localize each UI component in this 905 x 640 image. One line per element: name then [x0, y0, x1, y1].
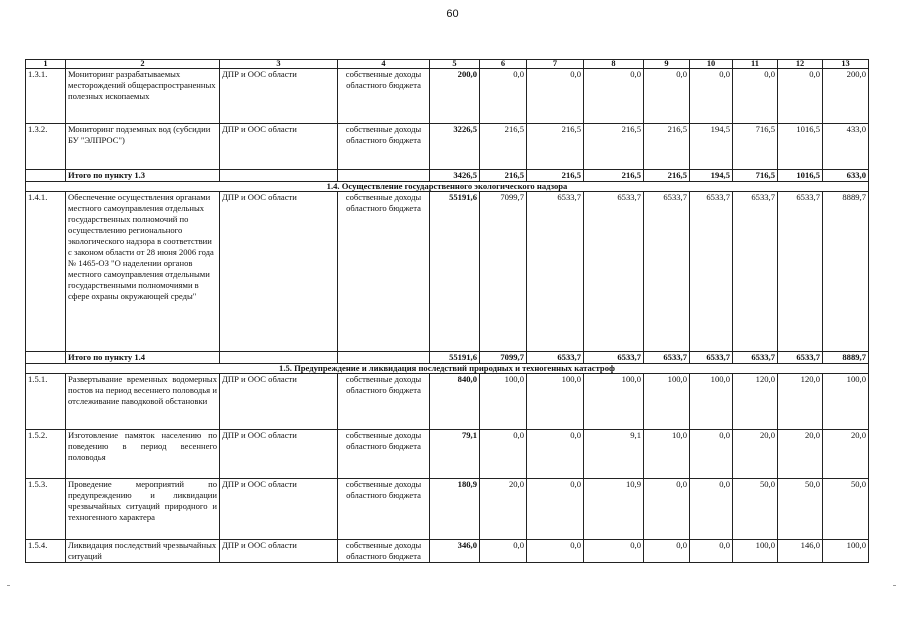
measure-name: Мониторинг подземных вод (субсидии БУ "ЭЛПРОС")	[66, 124, 220, 170]
year-value: 0,0	[778, 69, 823, 124]
table-row	[26, 374, 869, 430]
column-header: 7	[527, 60, 584, 69]
measure-name: Изготовление памяток населению по поведению в период весеннего половодья	[66, 430, 220, 479]
executor-cell	[220, 170, 338, 182]
column-header: 12	[778, 60, 823, 69]
column-header: 9	[644, 60, 690, 69]
scan-mark-right	[893, 585, 896, 586]
year-value: 6533,7	[527, 192, 584, 352]
column-header: 11	[733, 60, 778, 69]
year-value: 0,0	[527, 540, 584, 563]
total-value: 55191,6	[430, 192, 480, 352]
year-value: 100,0	[823, 374, 869, 430]
year-value: 194,5	[690, 124, 733, 170]
subtotal-label: Итого по пункту 1.3	[66, 170, 220, 182]
column-header: 5	[430, 60, 480, 69]
year-value: 50,0	[733, 479, 778, 540]
year-value: 0,0	[690, 430, 733, 479]
row-code	[26, 170, 66, 182]
column-header: 13	[823, 60, 869, 69]
year-value: 20,0	[823, 430, 869, 479]
column-header: 10	[690, 60, 733, 69]
year-value: 0,0	[480, 430, 527, 479]
budget-table	[25, 59, 869, 563]
year-value: 0,0	[733, 69, 778, 124]
column-header: 2	[66, 60, 220, 69]
table-row	[26, 69, 869, 124]
year-value: 20,0	[480, 479, 527, 540]
year-value: 146,0	[778, 540, 823, 563]
year-value: 216,5	[480, 170, 527, 182]
year-value: 216,5	[644, 170, 690, 182]
year-value: 9,1	[584, 430, 644, 479]
source-cell: собственные доходы областного бюджета	[338, 540, 430, 563]
executor-cell: ДПР и ООС области	[220, 192, 338, 352]
source-cell	[338, 170, 430, 182]
source-cell: собственные доходы областного бюджета	[338, 69, 430, 124]
executor-cell: ДПР и ООС области	[220, 430, 338, 479]
subtotal-row	[26, 170, 869, 182]
scan-mark-left	[7, 585, 10, 586]
year-value: 6533,7	[584, 352, 644, 364]
executor-cell: ДПР и ООС области	[220, 374, 338, 430]
year-value: 6533,7	[733, 352, 778, 364]
row-code: 1.5.2.	[26, 430, 66, 479]
year-value: 7099,7	[480, 192, 527, 352]
year-value: 216,5	[480, 124, 527, 170]
header-row	[26, 60, 869, 69]
year-value: 10,9	[584, 479, 644, 540]
section-title: 1.5. Предупреждение и ликвидация последствий природных и техногенных катастроф	[26, 364, 869, 374]
year-value: 100,0	[480, 374, 527, 430]
year-value: 100,0	[644, 374, 690, 430]
row-code: 1.3.2.	[26, 124, 66, 170]
year-value: 50,0	[778, 479, 823, 540]
table-row	[26, 124, 869, 170]
year-value: 1016,5	[778, 124, 823, 170]
row-code: 1.5.3.	[26, 479, 66, 540]
executor-cell: ДПР и ООС области	[220, 479, 338, 540]
measure-name: Ликвидация последствий чрезвычайных ситуаций	[66, 540, 220, 563]
executor-cell: ДПР и ООС области	[220, 124, 338, 170]
table-row	[26, 479, 869, 540]
column-header: 1	[26, 60, 66, 69]
table-body	[26, 69, 869, 563]
year-value: 633,0	[823, 170, 869, 182]
table-row	[26, 192, 869, 352]
total-value: 3226,5	[430, 124, 480, 170]
year-value: 0,0	[527, 430, 584, 479]
source-cell: собственные доходы областного бюджета	[338, 430, 430, 479]
year-value: 433,0	[823, 124, 869, 170]
year-value: 194,5	[690, 170, 733, 182]
year-value: 0,0	[480, 540, 527, 563]
year-value: 6533,7	[644, 192, 690, 352]
year-value: 6533,7	[527, 352, 584, 364]
subtotal-row	[26, 352, 869, 364]
row-code	[26, 352, 66, 364]
column-header: 4	[338, 60, 430, 69]
table-row	[26, 430, 869, 479]
year-value: 100,0	[690, 374, 733, 430]
year-value: 6533,7	[778, 192, 823, 352]
year-value: 6533,7	[690, 352, 733, 364]
executor-cell: ДПР и ООС области	[220, 69, 338, 124]
column-header: 6	[480, 60, 527, 69]
row-code: 1.3.1.	[26, 69, 66, 124]
year-value: 100,0	[823, 540, 869, 563]
measure-name: Мониторинг разрабатываемых месторождений общераспространенных полезных ископаемых	[66, 69, 220, 124]
year-value: 6533,7	[690, 192, 733, 352]
column-header: 3	[220, 60, 338, 69]
year-value: 0,0	[690, 479, 733, 540]
year-value: 20,0	[733, 430, 778, 479]
year-value: 8889,7	[823, 352, 869, 364]
year-value: 7099,7	[480, 352, 527, 364]
total-value: 3426,5	[430, 170, 480, 182]
year-value: 100,0	[733, 540, 778, 563]
row-code: 1.5.1.	[26, 374, 66, 430]
column-header: 8	[584, 60, 644, 69]
year-value: 200,0	[823, 69, 869, 124]
section-header-row	[26, 182, 869, 192]
year-value: 6533,7	[584, 192, 644, 352]
year-value: 20,0	[778, 430, 823, 479]
year-value: 120,0	[733, 374, 778, 430]
total-value: 180,9	[430, 479, 480, 540]
source-cell: собственные доходы областного бюджета	[338, 374, 430, 430]
year-value: 120,0	[778, 374, 823, 430]
year-value: 50,0	[823, 479, 869, 540]
year-value: 716,5	[733, 170, 778, 182]
year-value: 0,0	[527, 479, 584, 540]
total-value: 200,0	[430, 69, 480, 124]
year-value: 6533,7	[733, 192, 778, 352]
measure-name: Обеспечение осуществления органами местного самоуправления отдельных государственных полномочий по осуществлению регионального экологического надзора в соответствии с законом области от 28 июня 2006 года № 1465-ОЗ "О наделении органов местного самоуправления отдельными государственными полномочиями в сфере охраны окружающей среды"	[66, 192, 220, 352]
year-value: 0,0	[690, 69, 733, 124]
year-value: 216,5	[584, 124, 644, 170]
table-row	[26, 540, 869, 563]
source-cell: собственные доходы областного бюджета	[338, 124, 430, 170]
source-cell	[338, 352, 430, 364]
year-value: 0,0	[480, 69, 527, 124]
total-value: 346,0	[430, 540, 480, 563]
year-value: 716,5	[733, 124, 778, 170]
subtotal-label: Итого по пункту 1.4	[66, 352, 220, 364]
year-value: 216,5	[527, 124, 584, 170]
total-value: 55191,6	[430, 352, 480, 364]
page-number: 60	[446, 8, 459, 20]
measure-name: Проведение мероприятий по предупреждению и ликвидации чрезвычайных ситуаций природного и техногенного характера	[66, 479, 220, 540]
year-value: 0,0	[644, 479, 690, 540]
year-value: 1016,5	[778, 170, 823, 182]
executor-cell	[220, 352, 338, 364]
year-value: 6533,7	[778, 352, 823, 364]
year-value: 100,0	[584, 374, 644, 430]
year-value: 6533,7	[644, 352, 690, 364]
row-code: 1.4.1.	[26, 192, 66, 352]
year-value: 0,0	[690, 540, 733, 563]
year-value: 0,0	[527, 69, 584, 124]
measure-name: Развертывание временных водомерных постов на период весеннего половодья и отслеживание паводковой обстановки	[66, 374, 220, 430]
year-value: 216,5	[527, 170, 584, 182]
section-header-row	[26, 364, 869, 374]
year-value: 0,0	[584, 540, 644, 563]
year-value: 216,5	[584, 170, 644, 182]
total-value: 840,0	[430, 374, 480, 430]
executor-cell: ДПР и ООС области	[220, 540, 338, 563]
year-value: 8889,7	[823, 192, 869, 352]
year-value: 0,0	[644, 540, 690, 563]
year-value: 216,5	[644, 124, 690, 170]
year-value: 0,0	[584, 69, 644, 124]
year-value: 0,0	[644, 69, 690, 124]
year-value: 100,0	[527, 374, 584, 430]
row-code: 1.5.4.	[26, 540, 66, 563]
year-value: 10,0	[644, 430, 690, 479]
section-title: 1.4. Осуществление государственного экологического надзора	[26, 182, 869, 192]
total-value: 79,1	[430, 430, 480, 479]
source-cell: собственные доходы областного бюджета	[338, 479, 430, 540]
source-cell: собственные доходы областного бюджета	[338, 192, 430, 352]
